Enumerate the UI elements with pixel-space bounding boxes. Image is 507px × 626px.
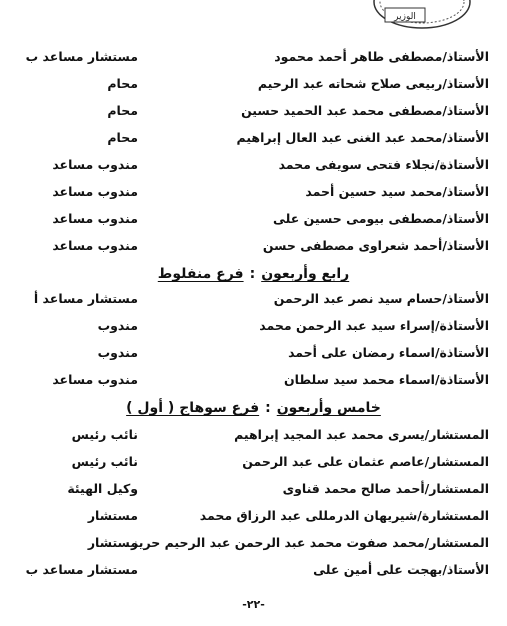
person-name: المستشار/يسرى محمد عبد المجيد إبراهيم (234, 427, 489, 442)
person-name: المستشارة/شيريهان الدرمللى عبد الرزاق محمد (199, 508, 489, 523)
person-name: المستشار/محمد صفوت محمد عبد الرحمن عبد الرحيم حريز (130, 535, 489, 550)
list-item (18, 127, 489, 149)
person-title: مندوب (97, 318, 138, 333)
person-title: نائب رئيس (71, 454, 138, 469)
person-name: المستشار/أحمد صالح محمد قناوى (282, 481, 489, 496)
section-ordinal: رابع وأربعون (261, 266, 350, 282)
person-name: الأستاذ/ربيعى صلاح شحاته عبد الرحيم (257, 76, 489, 91)
list-item (18, 100, 489, 122)
list-item (18, 181, 489, 203)
person-title: وكيل الهيئة (67, 481, 138, 496)
person-title: مندوب (97, 345, 138, 360)
person-name: الأستاذ/بهجت على أمين على (313, 562, 489, 577)
section-ordinal: خامس وأربعون (276, 400, 381, 416)
person-name: الأستاذة/اسماء محمد سيد سلطان (283, 372, 489, 387)
section-branch: فرع منفلوط (157, 266, 244, 282)
list-item (18, 451, 489, 473)
person-title: محام (107, 103, 138, 118)
list-item (18, 478, 489, 500)
seal-stamp (367, 0, 477, 34)
person-name: الأستاذة/إسراء سيد عبد الرحمن محمد (259, 318, 489, 333)
person-title: مندوب مساعد (52, 184, 138, 199)
person-title: مندوب مساعد (52, 157, 138, 172)
list-item (18, 315, 489, 337)
list-item (18, 46, 489, 68)
person-name: الأستاذ/محمد عبد الغنى عبد العال إبراهيم (236, 130, 489, 145)
person-name: الأستاذة/اسماء رمضان على أحمد (288, 345, 489, 360)
person-name: الأستاذ/أحمد شعراوى مصطفى حسن (262, 238, 489, 253)
list-item (18, 154, 489, 176)
section-branch: فرع سوهاج ( أول ) (126, 400, 260, 416)
person-title: مستشار مساعد أ (33, 291, 138, 306)
person-name: الأستاذ/حسام سيد نصر عبد الرحمن (273, 291, 489, 306)
person-name: المستشار/عاصم عثمان على عبد الرحمن (242, 454, 489, 469)
list-item (18, 342, 489, 364)
person-title: مستشار مساعد ب (25, 562, 138, 577)
list-item (18, 288, 489, 310)
person-name: الأستاذ/مصطفى بيومى حسين على (273, 211, 489, 226)
heading-separator: : (265, 400, 271, 416)
person-name: الأستاذة/نجلاء فتحى سويفى محمد (278, 157, 489, 172)
page-number: -٢٢- (242, 598, 265, 611)
list-item (18, 505, 489, 527)
person-name: الأستاذ/محمد سيد حسين أحمد (305, 184, 489, 199)
list-item (18, 235, 489, 257)
seal-text: الوزير (394, 12, 416, 22)
person-title: محام (107, 76, 138, 91)
person-title: مندوب مساعد (52, 238, 138, 253)
heading-separator: : (249, 266, 256, 282)
list-item (18, 532, 489, 554)
list-item (18, 559, 489, 581)
person-title: محام (107, 130, 138, 145)
section-heading-manfalut (0, 262, 507, 286)
person-title: نائب رئيس (71, 427, 138, 442)
person-name: الأستاذ/مصطفى محمد عبد الحميد حسين (241, 103, 489, 118)
person-title: مستشار (87, 535, 138, 550)
person-title: مستشار (87, 508, 138, 523)
person-title: مستشار مساعد ب (25, 49, 138, 64)
section-heading-sohag (0, 396, 507, 420)
list-item (18, 369, 489, 391)
list-item (18, 73, 489, 95)
person-name: الأستاذ/مصطفى طاهر أحمد محمود (274, 49, 489, 64)
person-title: مندوب مساعد (52, 211, 138, 226)
person-title: مندوب مساعد (52, 372, 138, 387)
list-item (18, 424, 489, 446)
list-item (18, 208, 489, 230)
